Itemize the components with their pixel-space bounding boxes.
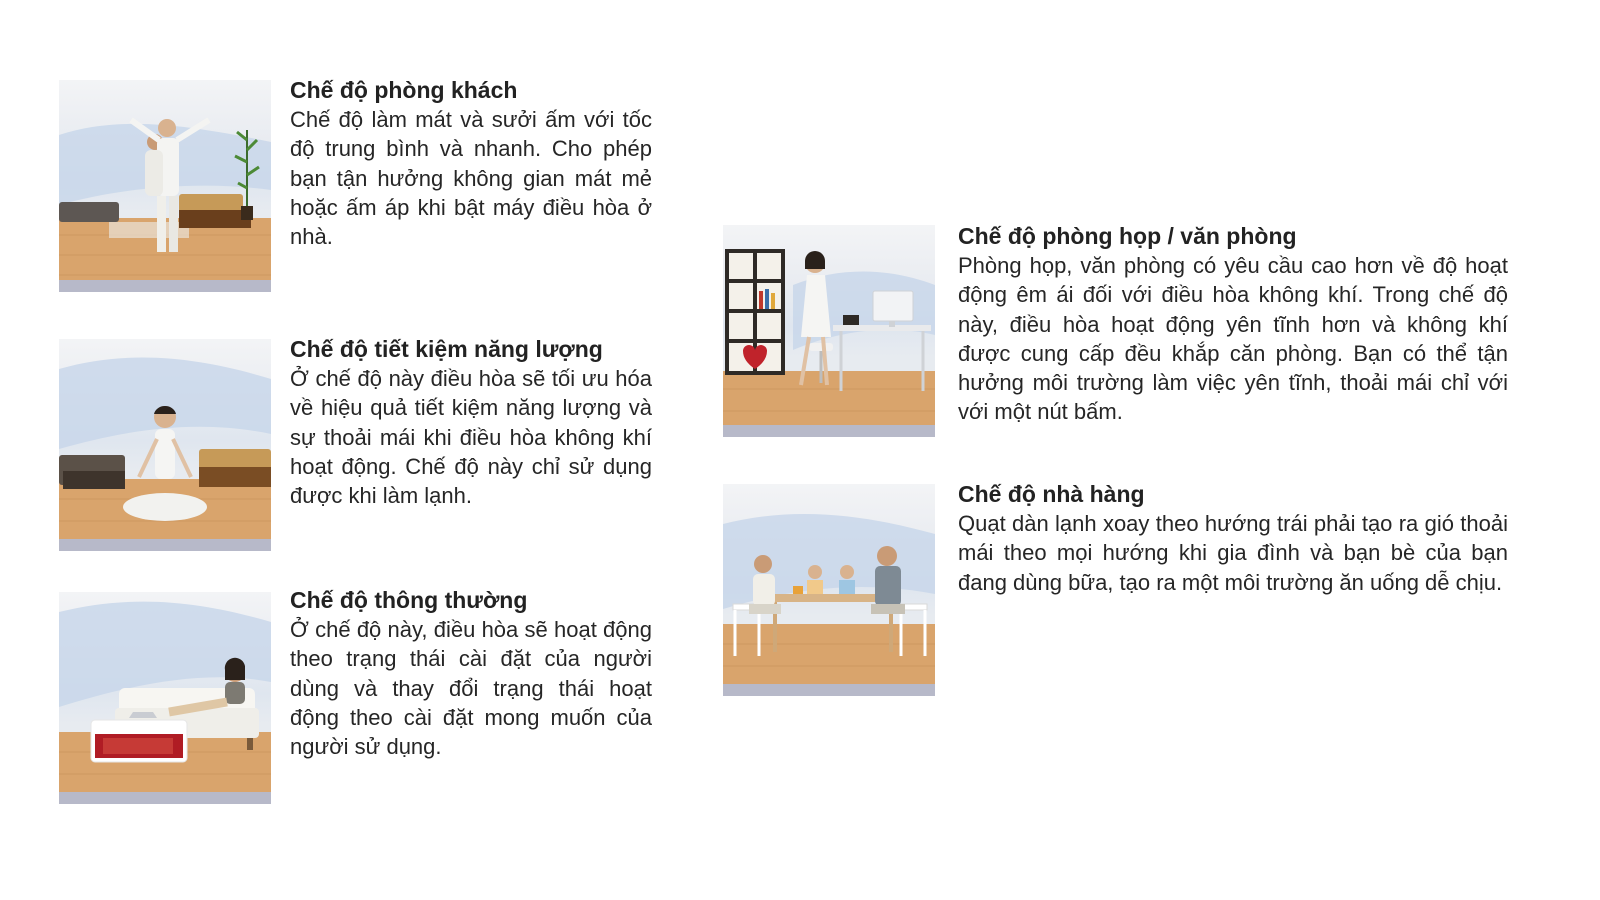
woman-meditating-photo	[59, 339, 271, 551]
woman-at-desk-photo	[723, 225, 935, 437]
mode-description: Chế độ làm mát và sưởi ấm với tốc độ trung bình và nhanh. Cho phép bạn tận hưởng không gian mát mẻ hoặc ấm áp khi bật máy điều hòa ở nhà.	[290, 107, 652, 250]
mode-description: Ở chế độ này điều hòa sẽ tối ưu hóa về hiệu quả tiết kiệm năng lượng và sự thoải mái khi điều hòa không khí hoạt động. Chế độ này chỉ sử dụng được khi làm lạnh.	[290, 366, 652, 509]
mode-title: Chế độ tiết kiệm năng lượng	[290, 336, 603, 362]
family-dining-photo	[723, 484, 935, 696]
woman-on-sofa-photo	[59, 592, 271, 804]
mode-title: Chế độ phòng khách	[290, 77, 518, 103]
mode-title: Chế độ nhà hàng	[958, 481, 1145, 507]
mode-title: Chế độ phòng họp / văn phòng	[958, 223, 1297, 249]
mode-description: Phòng họp, văn phòng có yêu cầu cao hơn về độ hoạt động êm ái đối với điều hòa không khí. Trong chế độ này, điều hòa hoạt động yên tĩnh hơn và không khí được cung cấp đều khắp căn phòng. Bạn có thể tận hưởng môi trường làm việc yên tĩnh, thoải mái chỉ với với một nút bấm.	[958, 253, 1508, 425]
couple-living-room-photo	[59, 80, 271, 292]
mode-description: Ở chế độ này, điều hòa sẽ hoạt động theo trạng thái cài đặt của người dùng và thay đổi trạng thái hoạt động theo cài đặt mong muốn của người sử dụng.	[290, 617, 652, 760]
mode-description: Quạt dàn lạnh xoay theo hướng trái phải tạo ra gió thoải mái theo mọi hướng khi gia đình và bạn bè của bạn đang dùng bữa, tạo ra một môi trường ăn uống dễ chịu.	[958, 511, 1508, 595]
mode-title: Chế độ thông thường	[290, 587, 528, 613]
